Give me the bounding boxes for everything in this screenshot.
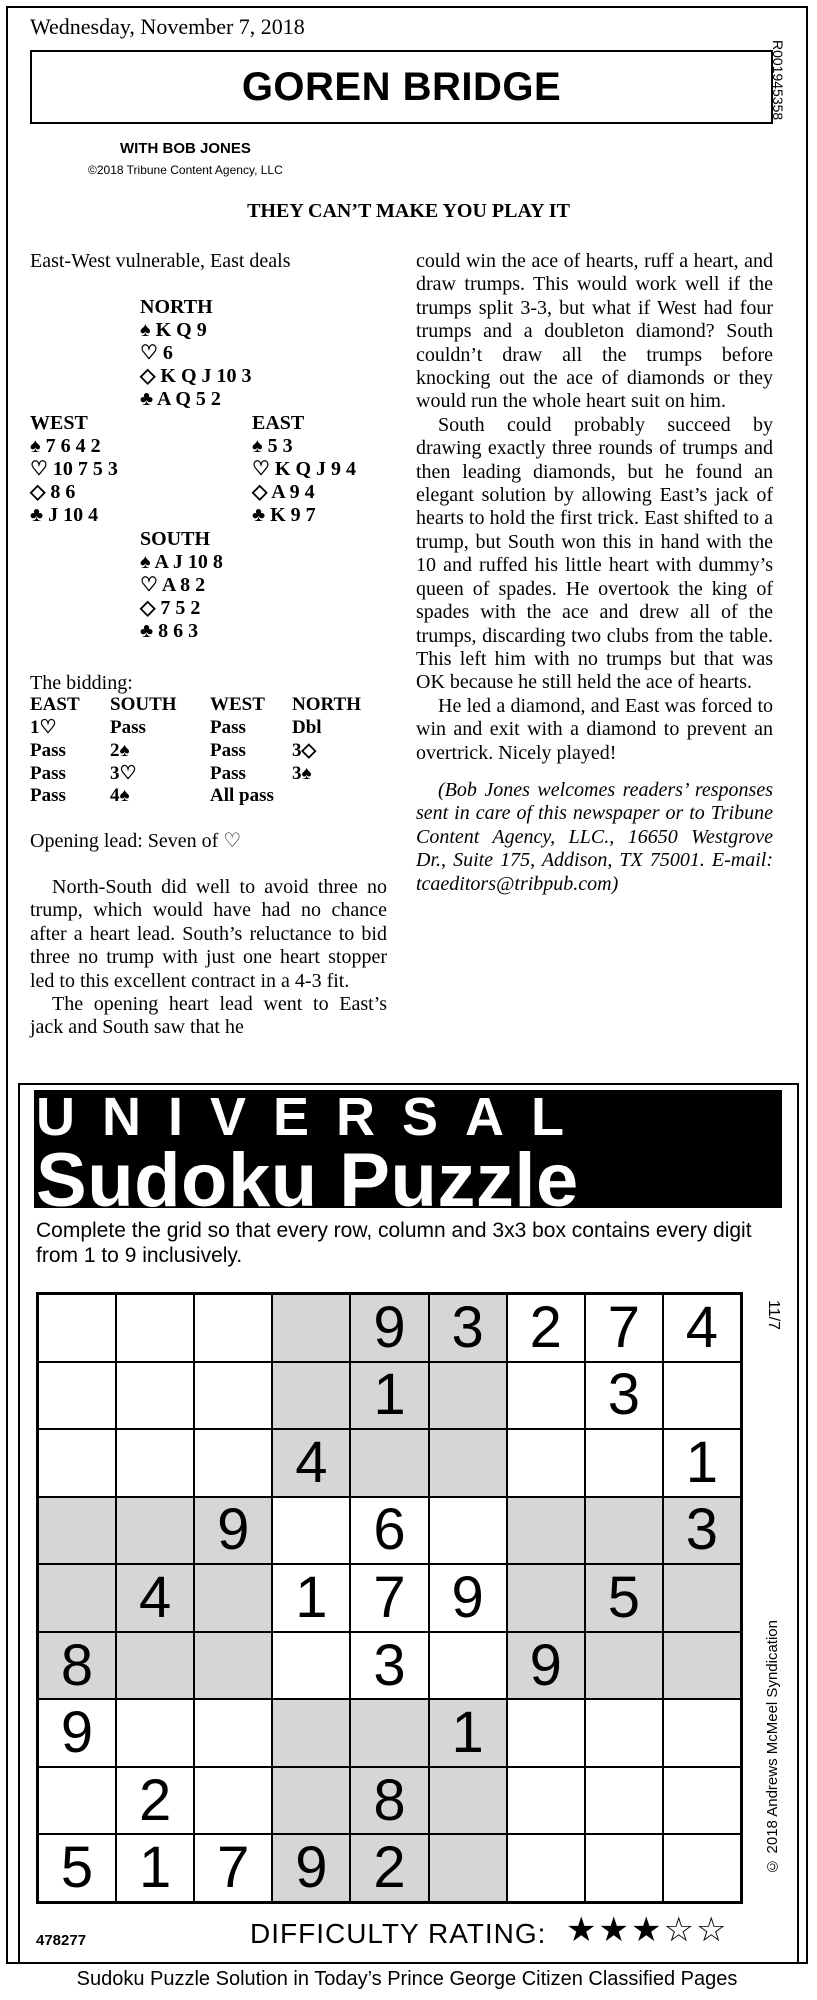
article-paragraph: He led a diamond, and East was forced to win and exit with a diamond to prevent an overtrick. Nicely played! bbox=[416, 694, 773, 764]
hand-label: NORTH bbox=[140, 296, 213, 318]
sudoku-cell bbox=[585, 1632, 663, 1700]
clubs-holding: ♣ 8 6 3 bbox=[140, 620, 199, 642]
hearts-holding: ♡ 6 bbox=[140, 342, 173, 364]
sudoku-cell: 9 bbox=[429, 1564, 507, 1632]
sudoku-cell: 3 bbox=[585, 1362, 663, 1430]
diamonds-holding: ◇ K Q J 10 3 bbox=[140, 365, 252, 387]
sudoku-cell bbox=[585, 1429, 663, 1497]
sudoku-cell: 9 bbox=[272, 1834, 350, 1902]
title-box bbox=[30, 50, 773, 124]
bidding-label: The bidding: bbox=[30, 672, 133, 694]
sudoku-cell bbox=[38, 1564, 116, 1632]
sudoku-cell: 1 bbox=[350, 1362, 428, 1430]
article-column-2 bbox=[416, 250, 773, 896]
bid: Pass bbox=[110, 716, 146, 738]
sudoku-cell bbox=[350, 1429, 428, 1497]
sudoku-cell bbox=[38, 1294, 116, 1362]
sudoku-cell bbox=[429, 1767, 507, 1835]
sudoku-cell: 7 bbox=[350, 1564, 428, 1632]
sudoku-cell: 9 bbox=[350, 1294, 428, 1362]
sudoku-cell bbox=[116, 1699, 194, 1767]
filled-star-icon: ★ bbox=[630, 1910, 664, 1950]
bid: All pass bbox=[210, 785, 274, 806]
sudoku-cell: 9 bbox=[507, 1632, 585, 1700]
bidding-header: NORTH bbox=[292, 694, 362, 715]
sudoku-cell: 4 bbox=[116, 1564, 194, 1632]
sudoku-cell bbox=[507, 1497, 585, 1565]
sudoku-cell: 3 bbox=[350, 1632, 428, 1700]
difficulty-label: DIFFICULTY RATING: bbox=[250, 1918, 547, 1949]
bid: Pass bbox=[210, 739, 246, 761]
sudoku-cell bbox=[272, 1362, 350, 1430]
deal-line: East-West vulnerable, East deals bbox=[30, 250, 291, 272]
difficulty-stars bbox=[566, 1910, 728, 1950]
diamonds-holding: ◇ 7 5 2 bbox=[140, 597, 201, 619]
article-paragraph: South could probably succeed by drawing exactly three rounds of trumps and then leading diamonds, but he found an elegant solution by allowing East’s jack of hearts to hold the first trick. East shifted to a trump, but South won this in hand with the 10 and ruffed his little heart with dummy’s queen of spades. He overtook the king of spades with the ace and drew all of the trumps, discarding two clubs from the table. This left him with no trumps but that was OK because he still held the ace of hearts. bbox=[416, 413, 773, 694]
sudoku-cell: 8 bbox=[350, 1767, 428, 1835]
sudoku-cell bbox=[429, 1632, 507, 1700]
sudoku-cell bbox=[38, 1429, 116, 1497]
spades-holding: ♠ 5 3 bbox=[252, 435, 293, 457]
sudoku-cell: 1 bbox=[429, 1699, 507, 1767]
sudoku-cell: 2 bbox=[507, 1294, 585, 1362]
sudoku-cell: 9 bbox=[194, 1497, 272, 1565]
sudoku-cell bbox=[663, 1362, 741, 1430]
bidding-row bbox=[30, 762, 361, 785]
sudoku-cell: 3 bbox=[663, 1497, 741, 1565]
byline: WITH BOB JONES bbox=[120, 140, 251, 157]
hearts-holding: ♡ A 8 2 bbox=[140, 574, 206, 596]
author-credit: (Bob Jones welcomes readers’ responses sent in care of this newspaper or to Tribune Content Agency, LLC., 16650 Westgrove Dr., Suite 175, Addison, TX 75001. E-mail: tcaeditors@tribpub.com) bbox=[416, 778, 773, 895]
sudoku-cell bbox=[663, 1767, 741, 1835]
bidding-header: SOUTH bbox=[110, 694, 177, 715]
hand-east bbox=[252, 412, 356, 527]
bridge-headline: THEY CAN’T MAKE YOU PLAY IT bbox=[247, 200, 570, 222]
sudoku-cell: 5 bbox=[38, 1834, 116, 1902]
sudoku-copyright: © 2018 Andrews McMeel Syndication bbox=[764, 1620, 781, 1875]
sudoku-cell bbox=[429, 1429, 507, 1497]
spades-holding: ♠ 7 6 4 2 bbox=[30, 435, 101, 457]
bid: Pass bbox=[210, 762, 246, 784]
sudoku-cell bbox=[194, 1429, 272, 1497]
bidding-header: EAST bbox=[30, 694, 80, 715]
sudoku-cell bbox=[429, 1834, 507, 1902]
filled-star-icon: ★ bbox=[566, 1910, 599, 1950]
hearts-holding: ♡ 10 7 5 3 bbox=[30, 458, 118, 480]
hand-south bbox=[140, 528, 223, 643]
sudoku-title: Sudoku Puzzle bbox=[36, 1138, 579, 1223]
sudoku-cell bbox=[663, 1564, 741, 1632]
sudoku-cell bbox=[350, 1699, 428, 1767]
article-paragraph: The opening heart lead went to East’s jack and South saw that he bbox=[30, 993, 387, 1039]
sudoku-cell bbox=[38, 1362, 116, 1430]
sudoku-cell bbox=[272, 1699, 350, 1767]
sudoku-cell: 1 bbox=[663, 1429, 741, 1497]
column-title: GOREN BRIDGE bbox=[241, 64, 562, 109]
sudoku-cell bbox=[38, 1497, 116, 1565]
sudoku-cell bbox=[116, 1294, 194, 1362]
solution-note: Sudoku Puzzle Solution in Today’s Prince George Citizen Classified Pages bbox=[76, 1967, 738, 1990]
sudoku-cell: 5 bbox=[585, 1564, 663, 1632]
sudoku-cell bbox=[663, 1834, 741, 1902]
hand-north bbox=[140, 296, 252, 411]
sudoku-cell bbox=[272, 1497, 350, 1565]
filled-star-icon: ★ bbox=[598, 1910, 631, 1950]
sudoku-cell bbox=[272, 1767, 350, 1835]
sudoku-cell: 1 bbox=[272, 1564, 350, 1632]
sudoku-grid bbox=[36, 1292, 743, 1904]
sudoku-cell bbox=[429, 1362, 507, 1430]
bid: 4♠ bbox=[110, 785, 130, 806]
sudoku-cell bbox=[507, 1767, 585, 1835]
bid: 3♠ bbox=[292, 762, 312, 784]
bid: 1♡ bbox=[30, 717, 57, 738]
bid: 2♠ bbox=[110, 739, 130, 761]
sudoku-cell: 7 bbox=[585, 1294, 663, 1362]
bid: Pass bbox=[210, 716, 246, 738]
sudoku-cell bbox=[194, 1362, 272, 1430]
bidding-table bbox=[30, 694, 361, 807]
diamonds-holding: ◇ 8 6 bbox=[30, 481, 76, 503]
clubs-holding: ♣ K 9 7 bbox=[252, 504, 316, 526]
sudoku-cell bbox=[194, 1564, 272, 1632]
sudoku-cell bbox=[507, 1429, 585, 1497]
banner-universal: UNIVERSAL bbox=[36, 1087, 592, 1147]
sudoku-cell: 1 bbox=[116, 1834, 194, 1902]
bidding-header: WEST bbox=[210, 694, 265, 715]
sudoku-cell: 4 bbox=[272, 1429, 350, 1497]
bidding-row bbox=[30, 716, 361, 739]
bid: Dbl bbox=[292, 716, 322, 738]
sudoku-cell: 2 bbox=[116, 1767, 194, 1835]
sudoku-cell: 2 bbox=[350, 1834, 428, 1902]
bidding-header-row bbox=[30, 694, 361, 716]
empty-star-icon: ☆ bbox=[695, 1910, 729, 1950]
sudoku-cell bbox=[585, 1767, 663, 1835]
solution-bar bbox=[6, 1962, 808, 1994]
sudoku-cell bbox=[585, 1699, 663, 1767]
sudoku-cell bbox=[272, 1294, 350, 1362]
sudoku-cell: 8 bbox=[38, 1632, 116, 1700]
sudoku-cell bbox=[507, 1699, 585, 1767]
sudoku-cell bbox=[38, 1767, 116, 1835]
article-paragraph: could win the ace of hearts, ruff a heart, and draw trumps. This would work well if the trumps split 3-3, but what if West had four trumps and a doubleton diamond? South couldn’t draw all the trumps before knocking out the ace of diamonds or they would run the whole heart suit on him. bbox=[416, 250, 773, 413]
bid: Pass bbox=[30, 785, 66, 806]
sudoku-cell bbox=[194, 1699, 272, 1767]
sudoku-cell bbox=[116, 1497, 194, 1565]
spades-holding: ♠ K Q 9 bbox=[140, 319, 207, 341]
hand-label: SOUTH bbox=[140, 528, 211, 550]
empty-star-icon: ☆ bbox=[663, 1910, 696, 1950]
sudoku-cell bbox=[663, 1699, 741, 1767]
hearts-holding: ♡ K Q J 9 4 bbox=[252, 458, 357, 480]
sudoku-cell bbox=[585, 1834, 663, 1902]
opening-lead: Opening lead: Seven of ♡ bbox=[30, 830, 242, 852]
bid: Pass bbox=[30, 739, 66, 761]
puzzle-number: 478277 bbox=[36, 1932, 87, 1949]
grid-date: 11/7 bbox=[765, 1300, 782, 1330]
sudoku-cell: 9 bbox=[38, 1699, 116, 1767]
sudoku-cell bbox=[663, 1632, 741, 1700]
sudoku-cell bbox=[272, 1632, 350, 1700]
sudoku-cell: 4 bbox=[663, 1294, 741, 1362]
bid bbox=[292, 785, 361, 807]
sudoku-cell: 3 bbox=[429, 1294, 507, 1362]
sudoku-cell bbox=[507, 1362, 585, 1430]
hand-label: EAST bbox=[252, 412, 305, 434]
sudoku-cell bbox=[194, 1294, 272, 1362]
diamonds-holding: ◇ A 9 4 bbox=[252, 481, 315, 503]
date-line: Wednesday, November 7, 2018 bbox=[30, 14, 305, 39]
sudoku-cell bbox=[194, 1632, 272, 1700]
side-code: R001945358 bbox=[770, 40, 786, 121]
sudoku-cell bbox=[585, 1497, 663, 1565]
sudoku-cell bbox=[116, 1362, 194, 1430]
article-column-1 bbox=[30, 876, 387, 1040]
sudoku-cell: 6 bbox=[350, 1497, 428, 1565]
bidding-row bbox=[30, 739, 361, 762]
bid: 3♡ bbox=[110, 763, 137, 784]
sudoku-cell bbox=[507, 1834, 585, 1902]
sudoku-cell: 7 bbox=[194, 1834, 272, 1902]
hand-label: WEST bbox=[30, 412, 88, 434]
bid: Pass bbox=[30, 762, 66, 784]
copyright-line: ©2018 Tribune Content Agency, LLC bbox=[88, 163, 283, 177]
sudoku-cell bbox=[116, 1429, 194, 1497]
article-paragraph: North-South did well to avoid three no trump, which would have had no chance after a heart lead. South’s reluctance to bid three no trump with just one heart stopper led to this excellent contract in a 4-3 fit. bbox=[30, 876, 387, 992]
sudoku-cell bbox=[116, 1632, 194, 1700]
hand-west bbox=[30, 412, 118, 527]
sudoku-cell bbox=[429, 1497, 507, 1565]
sudoku-cell bbox=[507, 1564, 585, 1632]
clubs-holding: ♣ A Q 5 2 bbox=[140, 388, 221, 410]
bidding-row bbox=[30, 785, 361, 807]
sudoku-instructions: Complete the grid so that every row, column and 3x3 box contains every digit from 1 to 9 inclusively. bbox=[36, 1219, 752, 1267]
spades-holding: ♠ A J 10 8 bbox=[140, 551, 223, 573]
sudoku-cell bbox=[194, 1767, 272, 1835]
bid: 3◇ bbox=[292, 740, 317, 761]
clubs-holding: ♣ J 10 4 bbox=[30, 504, 99, 526]
